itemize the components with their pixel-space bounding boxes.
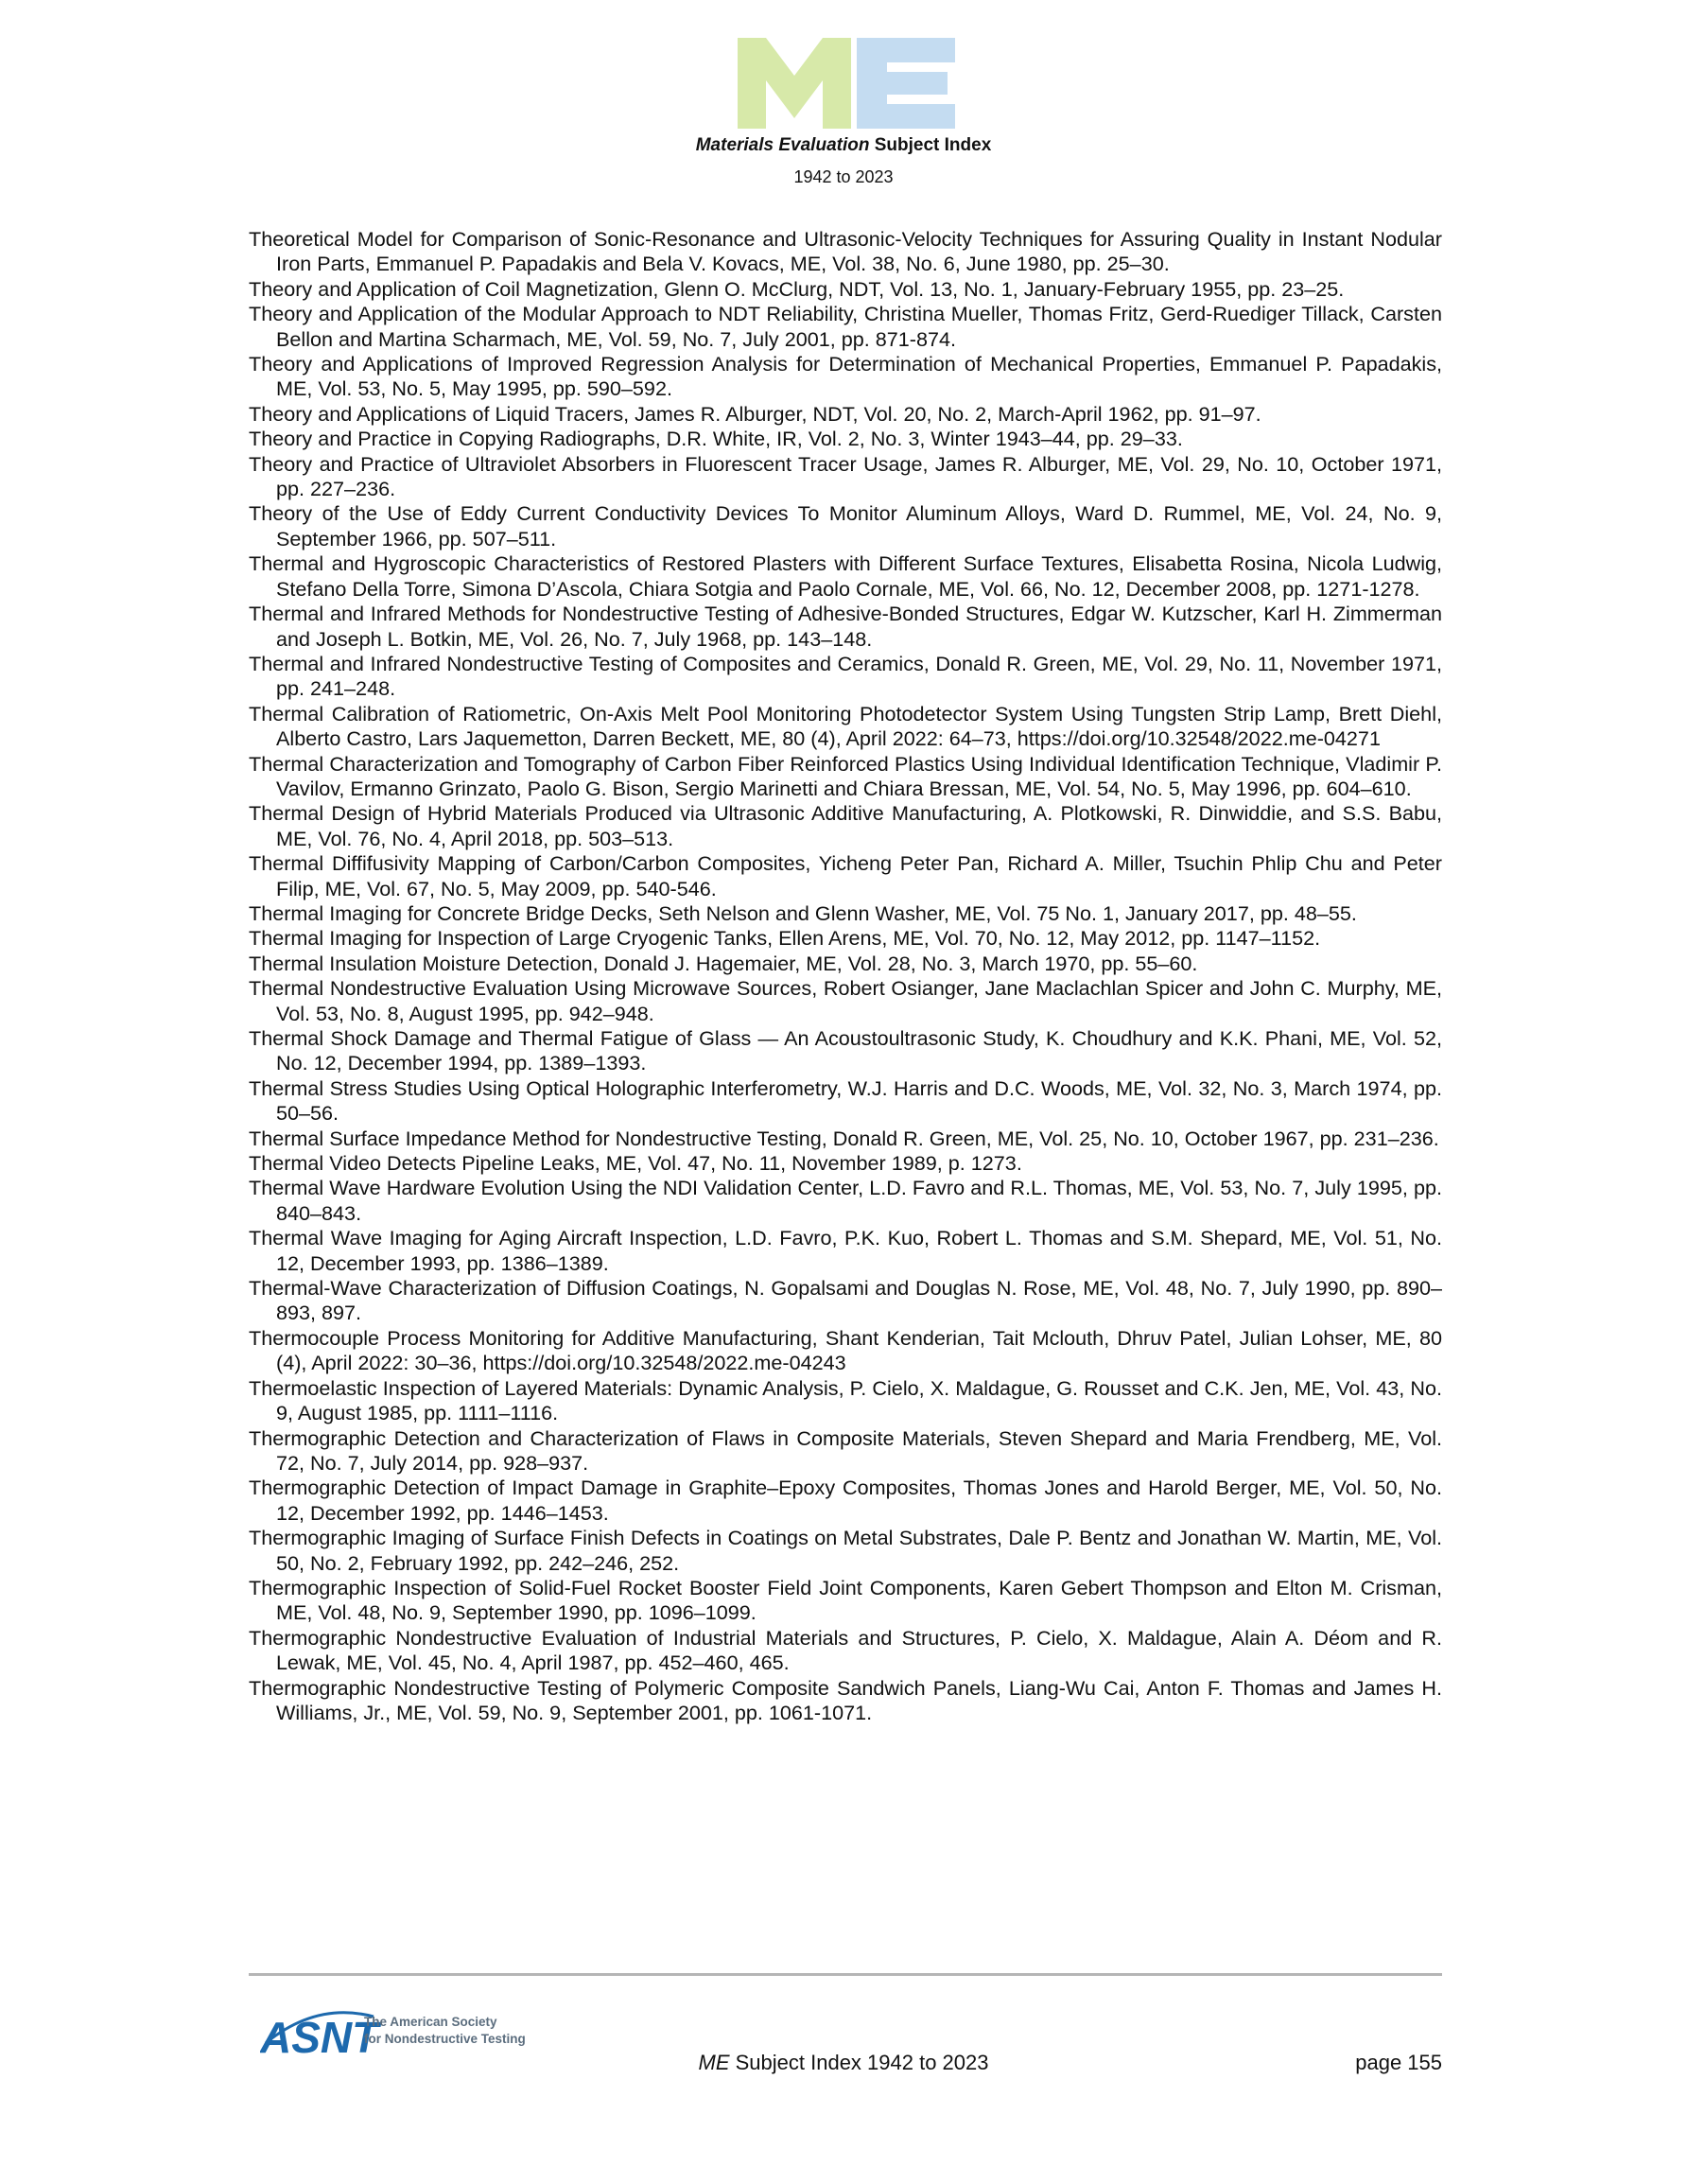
- index-entry: Thermal Characterization and Tomography of Carbon Fiber Reinforced Plastics Using Individual Identification Technique, Vladimir P. Vavilov, Ermanno Grinzato, Paolo G. Bison, Sergio Marinetti and Chiara Bressan, ME, Vol. 54, No. 5, May 1996, pp. 604–610.: [249, 751, 1442, 800]
- index-entry: Thermoelastic Inspection of Layered Materials: Dynamic Analysis, P. Cielo, X. Maldague, G. Rousset and C.K. Jen, ME, Vol. 43, No. 9, August 1985, pp. 1111–1116.: [249, 1375, 1442, 1425]
- index-entry: Thermal Imaging for Inspection of Large Cryogenic Tanks, Ellen Arens, ME, Vol. 70, No. 12, May 2012, pp. 1147–1152.: [249, 926, 1321, 951]
- index-entry: Theory and Application of Coil Magnetization, Glenn O. McClurg, NDT, Vol. 13, No. 1, January-February 1955, pp. 23–25.: [249, 276, 1345, 301]
- footer-divider: [249, 1973, 1442, 1976]
- index-entry: Thermal and Hygroscopic Characteristics of Restored Plasters with Different Surface Textures, Elisabetta Rosina, Nicola Ludwig, Stefano Della Torre, Simona D’Ascola, Chiara Sotgia and Paolo Cornale, ME, Vol. 66, No. 12, December 2008, pp. 1271-1278.: [249, 551, 1442, 601]
- index-entry: Theory and Applications of Liquid Tracers, James R. Alburger, NDT, Vol. 20, No. 2, March-April 1962, pp. 91–97.: [249, 401, 1261, 426]
- index-entry: Thermal Wave Hardware Evolution Using the NDI Validation Center, L.D. Favro and R.L. Thomas, ME, Vol. 53, No. 7, July 1995, pp. 840–843.: [249, 1176, 1442, 1225]
- index-entry: Thermal Stress Studies Using Optical Holographic Interferometry, W.J. Harris and D.C. Woods, ME, Vol. 32, No. 3, March 1974, pp. 50–56.: [249, 1075, 1442, 1126]
- header-title: Materials Evaluation Subject Index: [695, 135, 992, 155]
- index-entry: Thermal and Infrared Nondestructive Testing of Composites and Ceramics, Donald R. Green, ME, Vol. 29, No. 11, November 1971, pp. 241–248.: [249, 651, 1442, 701]
- index-entry: Thermal Calibration of Ratiometric, On-Axis Melt Pool Monitoring Photodetector System Using Tungsten Strip Lamp, Brett Diehl, Alberto Castro, Lars Jaquemetton, Darren Beckett, ME, 80 (4), April 2022: 64–73, https://doi.org/10.32548/2022.me-04271: [249, 701, 1442, 751]
- asnt-society-line2: for Nondestructive Testing: [364, 2032, 526, 2046]
- index-entry: Thermal-Wave Characterization of Diffusion Coatings, N. Gopalsami and Douglas N. Rose, ME, Vol. 48, No. 7, July 1990, pp. 890–893, 897.: [249, 1276, 1442, 1325]
- index-entry: Thermographic Detection of Impact Damage in Graphite–Epoxy Composites, Thomas Jones and Harold Berger, ME, Vol. 50, No. 12, December 1992, pp. 1446–1453.: [249, 1476, 1442, 1525]
- index-entry: Thermal Nondestructive Evaluation Using Microwave Sources, Robert Osianger, Jane Maclachlan Spicer and John C. Murphy, ME, Vol. 53, No. 8, August 1995, pp. 942–948.: [249, 976, 1442, 1025]
- header-years: 1942 to 2023: [793, 167, 894, 186]
- index-entry: Thermal Design of Hybrid Materials Produced via Ultrasonic Additive Manufacturing, A. Plotkowski, R. Dinwiddie, and S.S. Babu, ME, Vol. 76, No. 4, April 2018, pp. 503–513.: [249, 801, 1442, 850]
- index-entry: Thermocouple Process Monitoring for Additive Manufacturing, Shant Kenderian, Tait Mclouth, Dhruv Patel, Julian Lohser, ME, 80 (4), April 2022: 30–36, https://doi.org/10.32548/2022.me-04243: [249, 1325, 1442, 1375]
- index-entry: Theory and Practice of Ultraviolet Absorbers in Fluorescent Tracer Usage, James R. Alburger, ME, Vol. 29, No. 10, October 1971, pp. 227–236.: [249, 451, 1442, 501]
- index-entry: Theoretical Model for Comparison of Sonic-Resonance and Ultrasonic-Velocity Techniques for Assuring Quality in Instant Nodular Iron Parts, Emmanuel P. Papadakis and Bela V. Kovacs, ME, Vol. 38, No. 6, June 1980, pp. 25–30.: [249, 227, 1442, 276]
- index-entry: Thermographic Nondestructive Testing of Polymeric Composite Sandwich Panels, Liang-Wu Cai, Anton F. Thomas and James H. Williams, Jr., ME, Vol. 59, No. 9, September 2001, pp. 1061-1071.: [249, 1675, 1442, 1724]
- index-entry: Thermal Diffifusivity Mapping of Carbon/Carbon Composites, Yicheng Peter Pan, Richard A. Miller, Tsuchin Phlip Chu and Peter Filip, ME, Vol. 67, No. 5, May 2009, pp. 540-546.: [249, 851, 1442, 900]
- index-entry: Thermographic Detection and Characterization of Flaws in Composite Materials, Steven Shepard and Maria Frendberg, ME, Vol. 72, No. 7, July 2014, pp. 928–937.: [249, 1425, 1442, 1475]
- page-number: page 155: [1355, 2051, 1442, 2074]
- index-entry: Thermographic Nondestructive Evaluation of Industrial Materials and Structures, P. Cielo, X. Maldague, Alain A. Déom and R. Lewak, ME, Vol. 45, No. 4, April 1987, pp. 452–460, 465.: [249, 1625, 1442, 1675]
- footer-title: ME Subject Index 1942 to 2023: [698, 2051, 989, 2074]
- asnt-society-line1: The American Society: [364, 2015, 497, 2029]
- index-entry: Thermal Insulation Moisture Detection, Donald J. Hagemaier, ME, Vol. 28, No. 3, March 1970, pp. 55–60.: [249, 951, 1198, 975]
- svg-text:ASNT: ASNT: [260, 2013, 379, 2062]
- me-logo: [738, 38, 955, 129]
- index-entry-list: [249, 227, 1442, 1725]
- index-entry: Thermographic Imaging of Surface Finish Defects in Coatings on Metal Substrates, Dale P. Bentz and Jonathan W. Martin, ME, Vol. 50, No. 2, February 1992, pp. 242–246, 252.: [249, 1526, 1442, 1575]
- index-entry: Thermal Video Detects Pipeline Leaks, ME, Vol. 47, No. 11, November 1989, p. 1273.: [249, 1151, 1022, 1176]
- index-entry: Thermal Shock Damage and Thermal Fatigue of Glass — An Acoustoultrasonic Study, K. Choudhury and K.K. Phani, ME, Vol. 52, No. 12, December 1994, pp. 1389–1393.: [249, 1026, 1442, 1075]
- index-entry: Theory and Applications of Improved Regression Analysis for Determination of Mechanical Properties, Emmanuel P. Papadakis, ME, Vol. 53, No. 5, May 1995, pp. 590–592.: [249, 352, 1442, 401]
- index-entry: Thermal Surface Impedance Method for Nondestructive Testing, Donald R. Green, ME, Vol. 25, No. 10, October 1967, pp. 231–236.: [249, 1126, 1439, 1150]
- index-entry: Theory and Application of the Modular Approach to NDT Reliability, Christina Mueller, Thomas Fritz, Gerd-Ruediger Tillack, Carsten Bellon and Martina Scharmach, ME, Vol. 59, No. 7, July 2001, pp. 871-874.: [249, 302, 1442, 351]
- index-entry: Thermal and Infrared Methods for Nondestructive Testing of Adhesive-Bonded Structures, Edgar W. Kutzscher, Karl H. Zimmerman and Joseph L. Botkin, ME, Vol. 26, No. 7, July 1968, pp. 143–148.: [249, 602, 1442, 651]
- index-entry: Thermal Wave Imaging for Aging Aircraft Inspection, L.D. Favro, P.K. Kuo, Robert L. Thomas and S.M. Shepard, ME, Vol. 51, No. 12, December 1993, pp. 1386–1389.: [249, 1226, 1442, 1275]
- index-entry: Theory of the Use of Eddy Current Conductivity Devices To Monitor Aluminum Alloys, Ward D. Rummel, ME, Vol. 24, No. 9, September 1966, pp. 507–511.: [249, 501, 1442, 550]
- index-entry: Thermal Imaging for Concrete Bridge Decks, Seth Nelson and Glenn Washer, ME, Vol. 75 No. 1, January 2017, pp. 48–55.: [249, 900, 1357, 925]
- index-entry: Thermographic Inspection of Solid-Fuel Rocket Booster Field Joint Components, Karen Gebert Thompson and Elton M. Crisman, ME, Vol. 48, No. 9, September 1990, pp. 1096–1099.: [249, 1575, 1442, 1625]
- index-entry: Theory and Practice in Copying Radiographs, D.R. White, IR, Vol. 2, No. 3, Winter 1943–44, pp. 29–33.: [249, 427, 1183, 451]
